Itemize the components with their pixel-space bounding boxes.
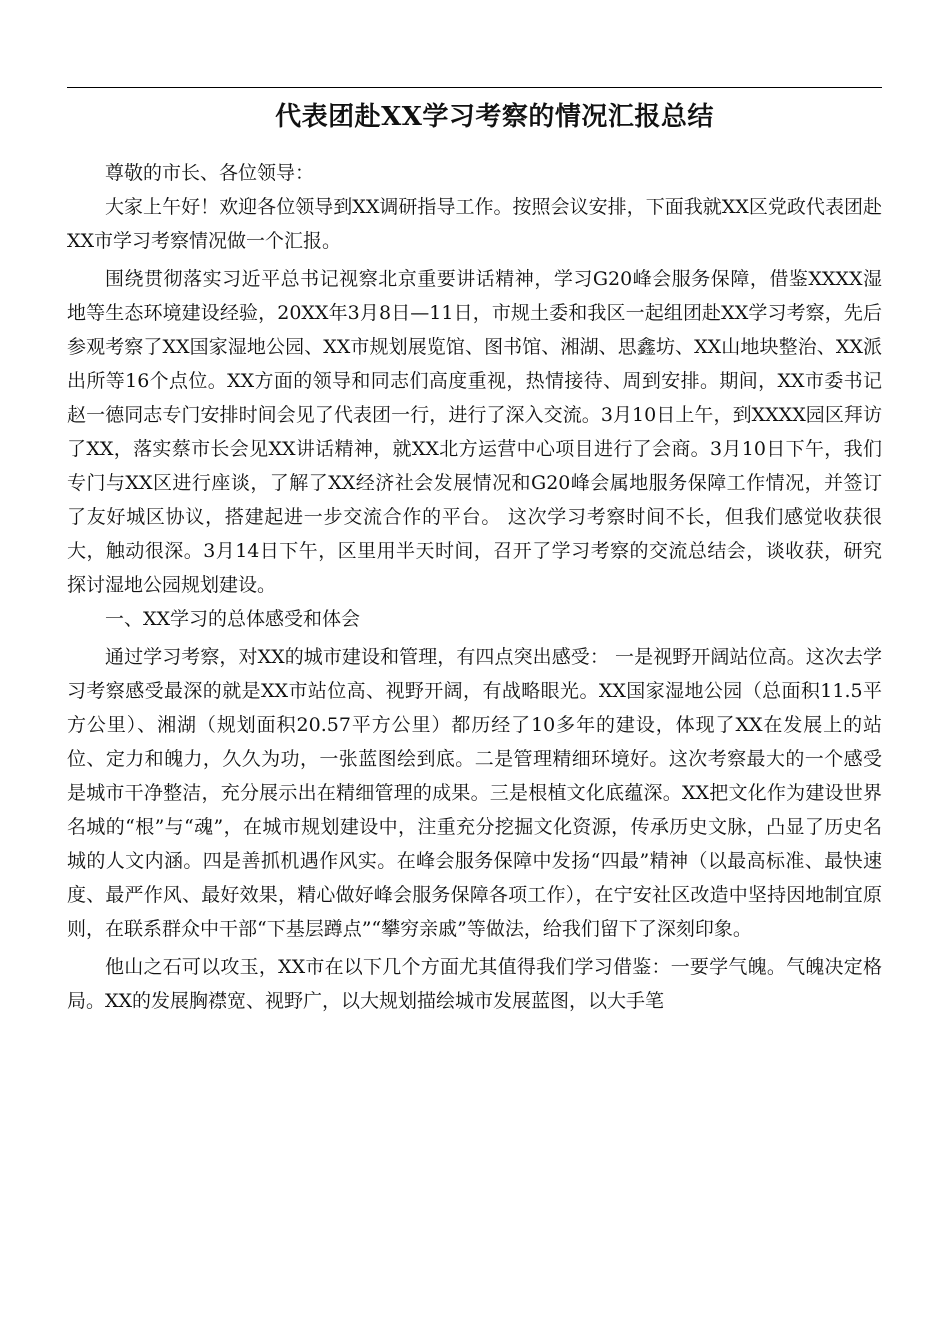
salutation: 尊敬的市长、各位领导： [105,162,315,184]
header-rule [67,87,882,88]
body-paragraph: 他山之石可以攻玉，XX市在以下几个方面尤其值得我们学习借鉴：一要学气魄。气魄决定格局。XX的发展胸襟宽、视野广，以大规划描绘城市发展蓝图，以大手笔 [67,956,882,1012]
document-title: 代表团赴XX学习考察的情况汇报总结 [275,102,714,132]
body-paragraph: 围绕贯彻落实习近平总书记视察北京重要讲话精神，学习G20峰会服务保障，借鉴XXXX湿地等生态环境建设经验，20XX年3月8日—11日，市规土委和我区一起组团赴XX学习考察，先后参观考察了XX国家湿地公园、XX市规划展览馆、图书馆、湘湖、思鑫坊、XX山地块整治、XX派出所等16个点位。XX方面的领导和同志们高度重视，热情接待、周到安排。期间，XX市委书记赵一德同志专门安排时间会见了代表团一行，进行了深入交流。3月10日上午，到XXXX园区拜访了XX，落实蔡市长会见XX讲话精神，就XX北方运营中心项目进行了会商。3月10日下午，我们专门与XX区进行座谈，了解了XX经济社会发展情况和G20峰会属地服务保障工作情况，并签订了友好城区协议，搭建起进一步交流合作的平台。 这次学习考察时间不长，但我们感觉收获很大，触动很深。3月14日下午，区里用半天时间，召开了学习考察的交流总结会，谈收获，研究探讨湿地公园规划建设。 [67,268,882,596]
body-paragraph: 通过学习考察，对XX的城市建设和管理，有四点突出感受： 一是视野开阔站位高。这次去学习考察感受最深的就是XX市站位高、视野开阔，有战略眼光。XX国家湿地公园（总面积11.5平方公里）、湘湖（规划面积20.57平方公里）都历经了10多年的建设，体现了XX在发展上的站位、定力和魄力，久久为功，一张蓝图绘到底。二是管理精细环境好。这次考察最大的一个感受是城市干净整洁，充分展示出在精细管理的成果。三是根植文化底蕴深。XX把文化作为建设世界名城的“根”与“魂”，在城市规划建设中，注重充分挖掘文化资源，传承历史文脉，凸显了历史名城的人文内涵。四是善抓机遇作风实。在峰会服务保障中发扬“四最”精神（以最高标准、最快速度、最严作风、最好效果，精心做好峰会服务保障各项工作），在宁安社区改造中坚持因地制宜原则，在联系群众中干部“下基层蹲点”“攀穷亲戚”等做法，给我们留下了深刻印象。 [67,646,882,940]
section-heading: 一、XX学习的总体感受和体会 [105,608,361,630]
body-paragraph: 大家上午好！欢迎各位领导到XX调研指导工作。按照会议安排，下面我就XX区党政代表团赴XX市学习考察情况做一个汇报。 [67,196,882,252]
document-body [67,156,882,1018]
